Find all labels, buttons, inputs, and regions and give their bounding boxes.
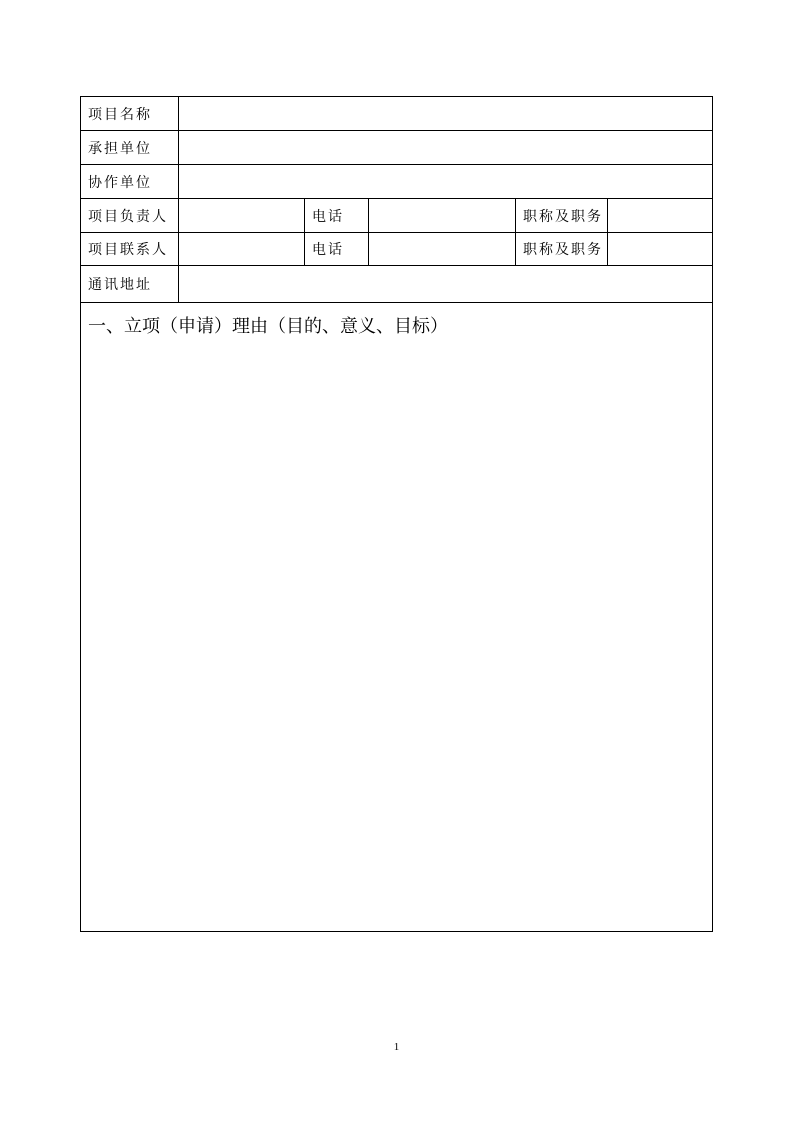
row-project-contact — [81, 233, 712, 266]
leader-title-label: 职称及职务 — [516, 199, 608, 232]
cooperating-unit-label: 协作单位 — [81, 165, 179, 198]
address-label: 通讯地址 — [81, 266, 179, 302]
project-reason-section[interactable] — [81, 303, 712, 931]
address-field[interactable] — [179, 266, 712, 302]
contact-title-field[interactable] — [608, 233, 712, 265]
undertaking-unit-label: 承担单位 — [81, 131, 179, 164]
undertaking-unit-field[interactable] — [179, 131, 712, 164]
contact-phone-field[interactable] — [369, 233, 516, 265]
project-contact-field[interactable] — [179, 233, 305, 265]
section-title: 一、立项（申请）理由（目的、意义、目标） — [88, 316, 448, 337]
row-project-leader — [81, 199, 712, 233]
contact-phone-label: 电话 — [305, 233, 369, 265]
leader-phone-field[interactable] — [369, 199, 516, 232]
row-address — [81, 266, 712, 303]
cooperating-unit-field[interactable] — [179, 165, 712, 198]
row-undertaking-unit — [81, 131, 712, 165]
contact-title-label: 职称及职务 — [516, 233, 608, 265]
project-leader-field[interactable] — [179, 199, 305, 232]
application-form-table — [80, 96, 713, 932]
project-name-label: 项目名称 — [81, 97, 179, 130]
row-cooperating-unit — [81, 165, 712, 199]
page-number: 1 — [393, 1041, 400, 1053]
row-project-name — [81, 97, 712, 131]
leader-title-field[interactable] — [608, 199, 712, 232]
leader-phone-label: 电话 — [305, 199, 369, 232]
project-name-field[interactable] — [179, 97, 712, 130]
project-contact-label: 项目联系人 — [81, 233, 179, 265]
project-leader-label: 项目负责人 — [81, 199, 179, 232]
